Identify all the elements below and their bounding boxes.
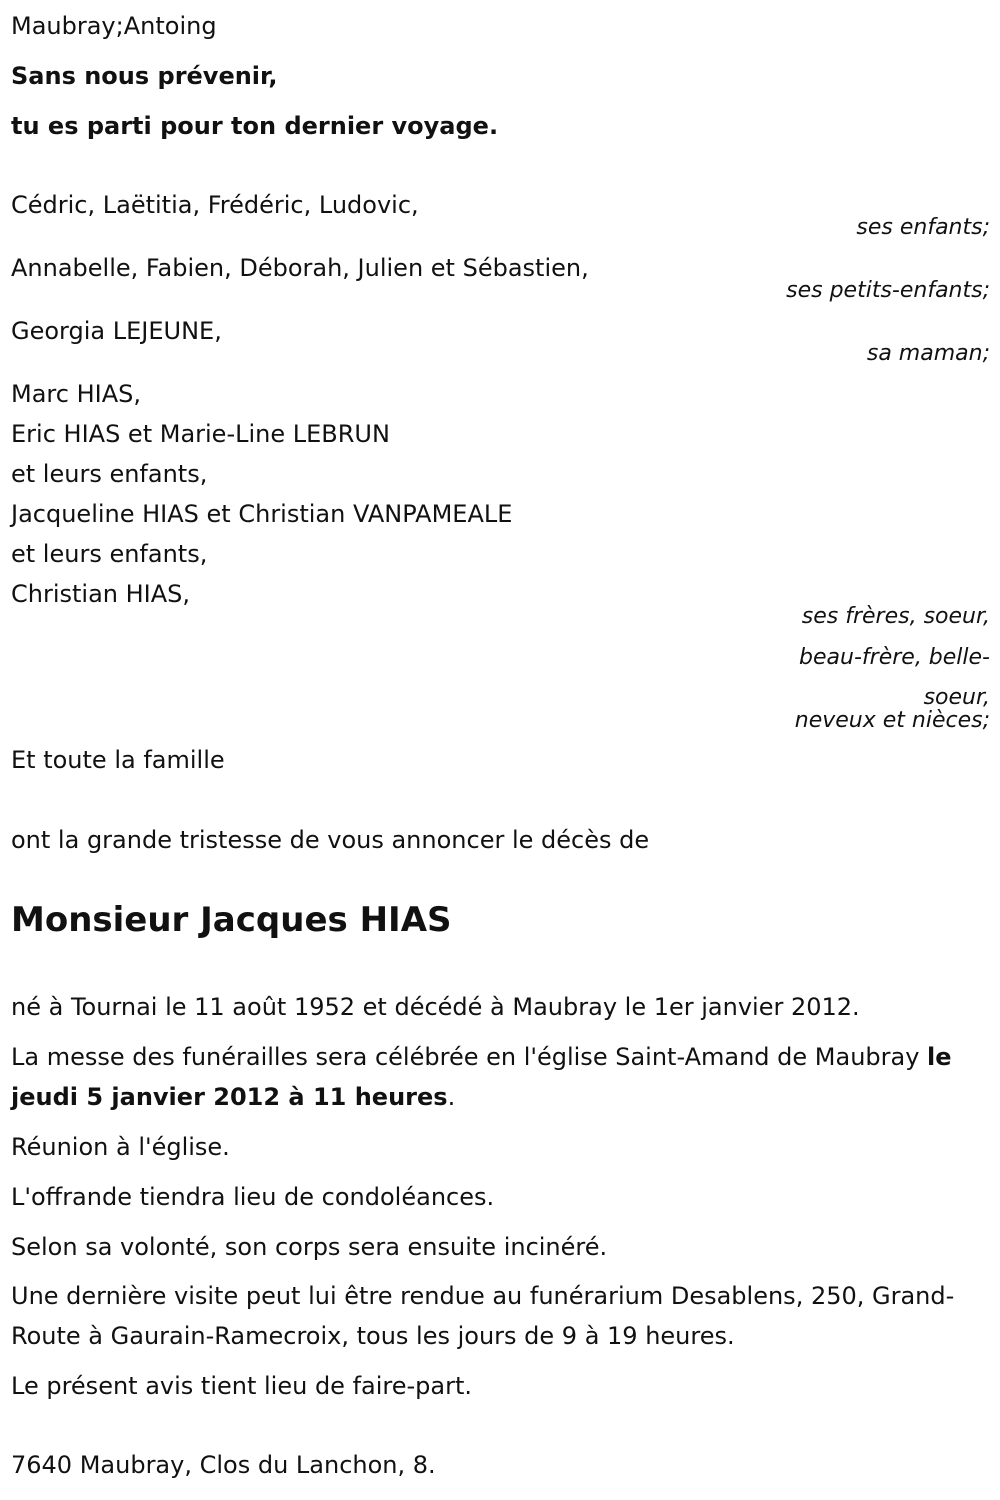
sibling-line: et leurs enfants,: [11, 540, 208, 568]
quote-line-2: tu es parti pour ton dernier voyage.: [11, 112, 499, 140]
notice: Le présent avis tient lieu de faire-part.: [11, 1372, 473, 1400]
siblings-role: ses frères, soeur,: [801, 604, 990, 629]
mother-name: Georgia LEJEUNE,: [11, 317, 222, 345]
mass-info: [11, 1037, 986, 1117]
siblings-role: neveux et nièces;: [794, 708, 990, 733]
siblings-role: soeur,: [923, 685, 990, 710]
grandchildren-role: ses petits-enfants;: [786, 278, 990, 303]
meeting: Réunion à l'église.: [11, 1133, 230, 1161]
deceased-name: Monsieur Jacques HIAS: [11, 900, 452, 940]
siblings-role: beau-frère, belle-: [799, 645, 990, 670]
mass-suffix: .: [447, 1083, 456, 1111]
offering: L'offrande tiendra lieu de condoléances.: [11, 1183, 495, 1211]
sibling-line: Marc HIAS,: [11, 380, 141, 408]
cremation: Selon sa volonté, son corps sera ensuite incinéré.: [11, 1233, 608, 1261]
quote-line-1: Sans nous prévenir,: [11, 62, 278, 90]
sibling-line: Jacqueline HIAS et Christian VANPAMEALE: [11, 500, 513, 528]
address: 7640 Maubray, Clos du Lanchon, 8.: [11, 1451, 436, 1479]
mass-prefix: La messe des funérailles sera célébrée en l'église Saint-Amand de Maubray: [11, 1043, 928, 1071]
sibling-line: et leurs enfants,: [11, 460, 208, 488]
family-others: Et toute la famille: [11, 746, 225, 774]
sibling-line: Eric HIAS et Marie-Line LEBRUN: [11, 420, 390, 448]
mother-role: sa maman;: [866, 341, 990, 366]
visit-info: Une dernière visite peut lui être rendue au funérarium Desablens, 250, Grand-Route à Gaurain-Ramecroix, tous les jours de 9 à 19 heures.: [11, 1282, 955, 1350]
grandchildren-names: Annabelle, Fabien, Déborah, Julien et Sébastien,: [11, 254, 589, 282]
children-names: Cédric, Laëtitia, Frédéric, Ludovic,: [11, 191, 419, 219]
children-role: ses enfants;: [856, 215, 990, 240]
mass-date: le jeudi 5 janvier 2012 à 11 heures: [11, 1043, 952, 1111]
sibling-line: Christian HIAS,: [11, 580, 191, 608]
birth-death: né à Tournai le 11 août 1952 et décédé à Maubray le 1er janvier 2012.: [11, 993, 860, 1021]
location: Maubray;Antoing: [11, 12, 217, 40]
announcement-intro: ont la grande tristesse de vous annoncer le décès de: [11, 826, 650, 854]
